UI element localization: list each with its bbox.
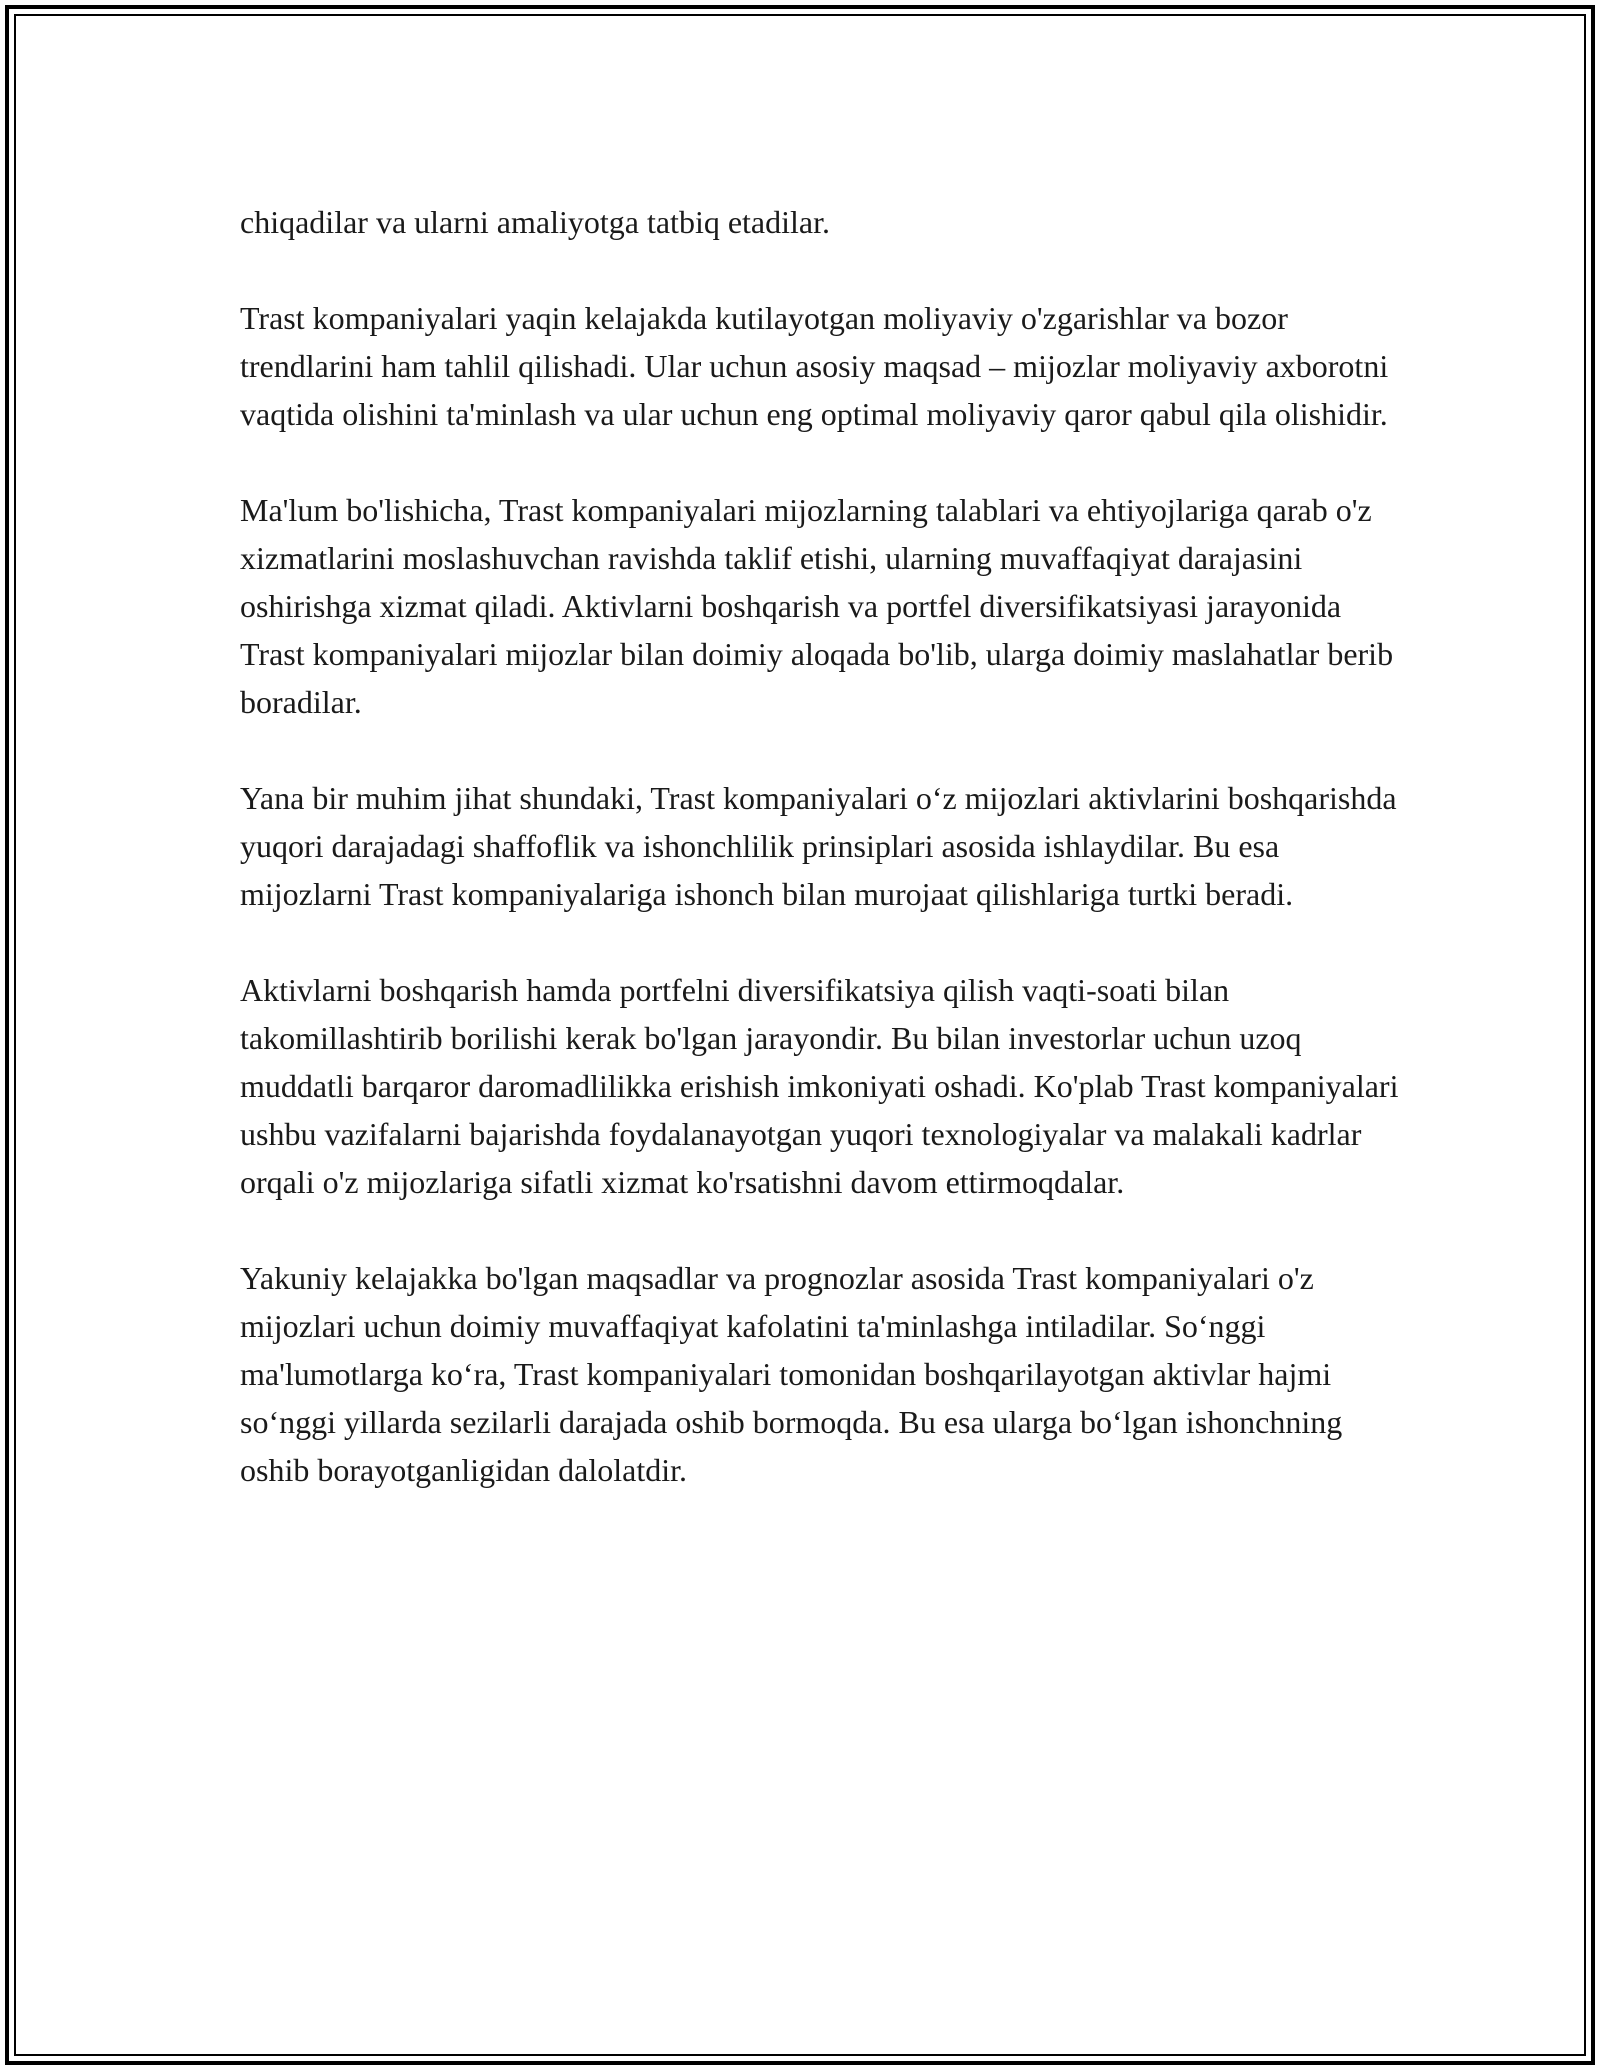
page-inner-border	[14, 14, 1586, 2056]
page-border	[5, 5, 1595, 2065]
paragraph: Trast kompaniyalari yaqin kelajakda kutilayotgan moliyaviy o'zgarishlar va bozor trendlarini ham tahlil qilishadi. Ular uchun asosiy maqsad – mijozlar moliyaviy axborotni vaqtida olishini ta'minlash va ular uchun eng optimal moliyaviy qaror qabul qila olishidir.	[240, 300, 1389, 432]
paragraph: Aktivlarni boshqarish hamda portfelni diversifikatsiya qilish vaqti-soati bilan takomillashtirib borilishi kerak bo'lgan jarayondir. Bu bilan investorlar uchun uzoq muddatli barqaror daromadlilikka erishish imkoniyati oshadi. Ko'plab Trast kompaniyalari ushbu vazifalarni bajarishda foydalanayotgan yuqori texnologiyalar va malakali kadrlar orqali o'z mijozlariga sifatli xizmat ko'rsatishni davom ettirmoqdalar.	[240, 972, 1399, 1200]
paragraph: chiqadilar va ularni amaliyotga tatbiq etadilar.	[240, 204, 830, 240]
paragraph: Yana bir muhim jihat shundaki, Trast kompaniyalari o‘z mijozlari aktivlarini boshqarishda yuqori darajadagi shaffoflik va ishonchlilik prinsiplari asosida ishlaydilar. Bu esa mijozlarni Trast kompaniyalariga ishonch bilan murojaat qilishlariga turtki beradi.	[240, 780, 1397, 912]
paragraph: Ma'lum bo'lishicha, Trast kompaniyalari mijozlarning talablari va ehtiyojlariga qarab o'z xizmatlarini moslashuvchan ravishda taklif etishi, ularning muvaffaqiyat darajasini oshirishga xizmat qiladi. Aktivlarni boshqarish va portfel diversifikatsiyasi jarayonida Trast kompaniyalari mijozlar bilan doimiy aloqada bo'lib, ularga doimiy maslahatlar berib boradilar.	[240, 492, 1394, 720]
paragraph: Yakuniy kelajakka bo'lgan maqsadlar va prognozlar asosida Trast kompaniyalari o'z mijozlari uchun doimiy muvaffaqiyat kafolatini ta'minlashga intiladilar. So‘nggi ma'lumotlarga ko‘ra, Trast kompaniyalari tomonidan boshqarilayotgan aktivlar hajmi so‘nggi yillarda sezilarli darajada oshib bormoqda. Bu esa ularga bo‘lgan ishonchning oshib borayotganligidan dalolatdir.	[240, 1260, 1343, 1488]
document-body	[240, 198, 1400, 1494]
